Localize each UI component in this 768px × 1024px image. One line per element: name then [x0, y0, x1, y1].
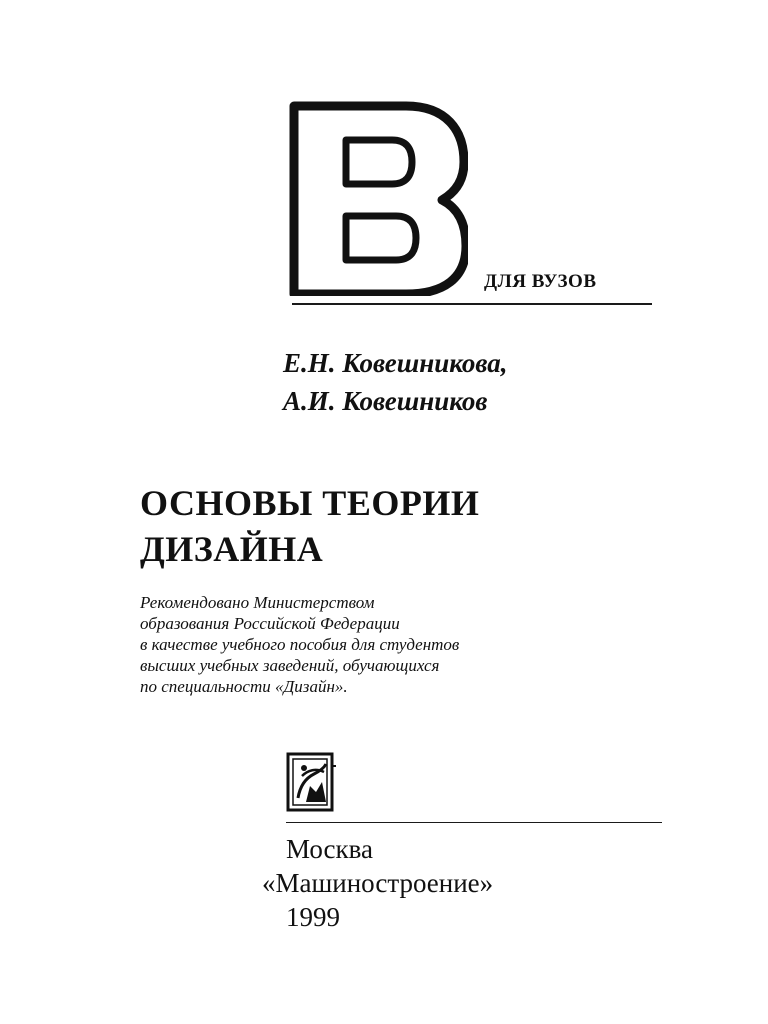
series-label: ДЛЯ ВУЗОВ	[484, 271, 597, 292]
series-logo-b-icon	[288, 100, 468, 296]
publisher-rule	[286, 822, 662, 823]
recommendation-line-1: Рекомендовано Министерством	[140, 593, 375, 612]
publication-year: 1999	[286, 902, 340, 932]
book-title-line-2: ДИЗАЙНА	[140, 529, 324, 569]
recommendation-line-2: образования Российской Федерации	[140, 614, 400, 633]
author-2: А.И. Ковешников	[283, 386, 488, 416]
book-title	[140, 480, 479, 572]
recommendation-line-4: высших учебных заведений, обучающихся	[140, 656, 440, 675]
publisher-name: «Машиностроение»	[262, 868, 494, 898]
publisher-emblem-icon	[286, 752, 338, 814]
recommendation-line-5: по специальности «Дизайн».	[140, 677, 348, 696]
author-1: Е.Н. Ковешникова,	[283, 348, 508, 378]
authors	[283, 344, 508, 420]
recommendation-line-3: в качестве учебного пособия для студентов	[140, 635, 460, 654]
series-rule	[292, 303, 652, 305]
book-title-line-1: ОСНОВЫ ТЕОРИИ	[140, 483, 480, 523]
publisher-city: Москва	[286, 834, 373, 864]
recommendation-text	[140, 592, 459, 697]
